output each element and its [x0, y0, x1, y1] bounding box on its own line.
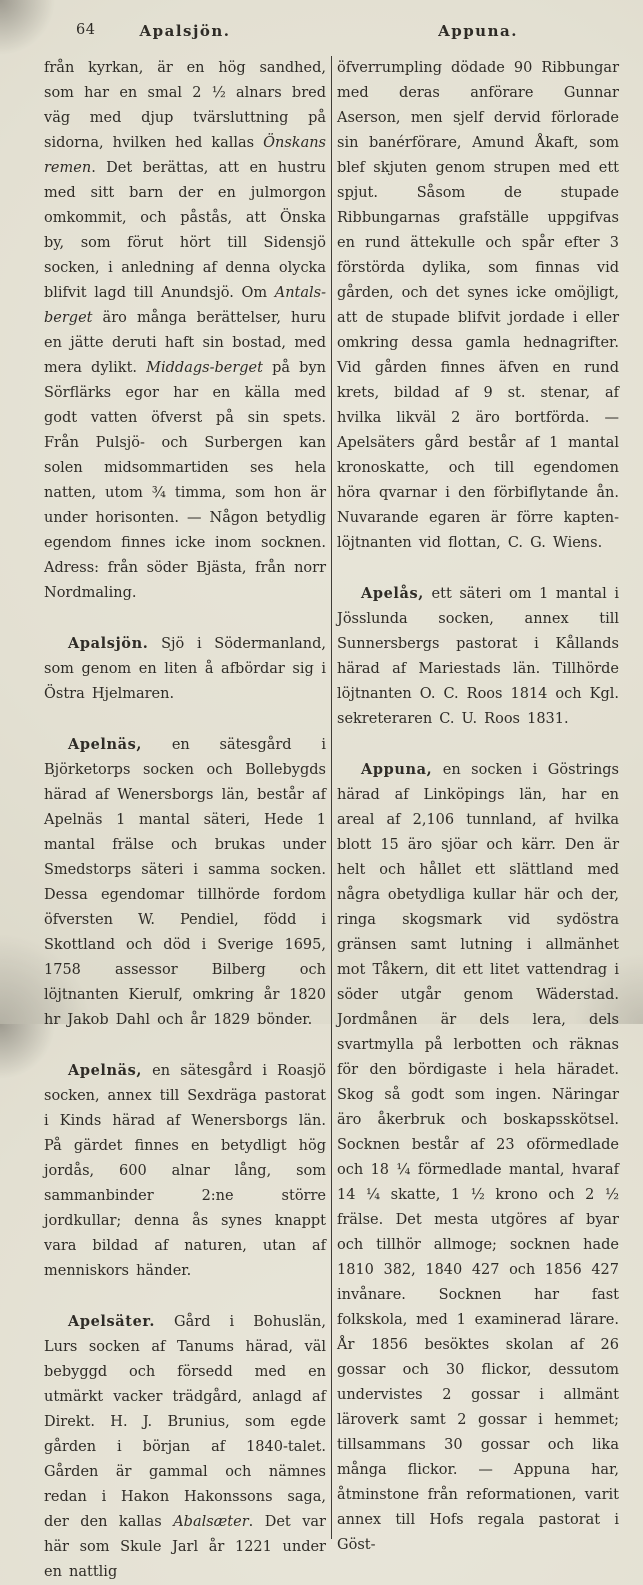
header-right-half	[337, 22, 619, 46]
page-header	[44, 22, 619, 46]
entry-headword: Apelnäs,	[68, 736, 143, 753]
body-text: öfverrumpling dödade 90 Ribbungar med deras anförare Gunnar Aserson, men sjelf dervid förlorade sin banérförare, Amund Åkaft, som blef skjuten genom strupen med ett spjut. Såsom de stupade Ribbungarnas grafställe uppgifvas en rund ättekulle och spår efter 3 förstörda dylika, som finnas vid gården, och det synes icke omöjligt, att de stupade blifvit jordade i eller omkring dessa gamla hednagrifter. Vid gården finnes äfven en rund krets, bildad af 9 st. stenar, af hvilka likväl 2 äro bortförda. — Apelsäters gård består af 1 mantal kronoskatte, och till egendomen höra qvarnar i den förbiflytande ån. Nuvarande egaren är förre kapten-löjtnanten vid flottan, C. G. Wiens.	[337, 60, 619, 551]
body-text: Sjö i Södermanland, som genom en liten å afbördar sig i Östra Hjelmaren.	[44, 636, 326, 702]
entry-headword: Apelsäter.	[68, 1313, 155, 1330]
continuation-paragraph-apelsater	[337, 56, 619, 556]
body-text: ett säteri om 1 mantal i Jösslunda socken, annex till Sunnersbergs pastorat i Kållands härad af Mariestads län. Tillhörde löjtnanten O. C. Roos 1814 och Kgl. sekreteraren C. U. Roos 1831.	[337, 586, 619, 727]
body-text: från kyrkan, är en hög sandhed, som har en smal 2 ½ alnars bred väg med djup tvärsluttning på sidorna, hvilken hed kallas	[44, 60, 326, 151]
right-column	[337, 56, 619, 1585]
entry-apelsater	[44, 1309, 326, 1585]
entry-appuna	[337, 757, 619, 1558]
entry-headword: Apelnäs,	[68, 1062, 143, 1079]
italic-term: Abalsæter	[173, 1514, 249, 1530]
entry-headword: Apelås,	[361, 585, 424, 602]
left-column	[44, 56, 326, 1585]
entry-apelas	[337, 581, 619, 732]
body-text: . Det berättas, att en hustru med sitt barn der en julmorgon omkommit, och påstås, att Önska by, som förut hört till Sidensjö socken, i anledning af denna olycka blifvit lagd till Anundsjö. Om	[44, 160, 326, 301]
italic-term: Middags-berget	[146, 360, 263, 376]
italic-term: Önskans remen	[44, 135, 326, 176]
entry-headword: Appuna,	[361, 761, 433, 778]
entry-apelnas-roasjo	[44, 1058, 326, 1284]
body-text: äro många berättelser, huru en jätte deruti haft sin bostad, med mera dylikt.	[44, 310, 326, 376]
body-text: på byn Sörflärks egor har en källa med godt vatten öfverst på sin spets. Från Pulsjö- och Surbergen kan solen midsommartiden ses hela natten, utom ¾ timma, som hon är under horisonten. — Någon betydlig egendom finnes icke inom socknen. Adress: från söder Bjästa, från norr Nordmaling.	[44, 360, 326, 601]
entry-apalsjon	[44, 631, 326, 707]
entry-headword: Apalsjön.	[68, 635, 149, 652]
page-number: 64	[76, 22, 96, 38]
body-text: . Det var här som Skule Jarl år 1221 under en nattlig	[44, 1514, 326, 1580]
body-text: Gård i Bohuslän, Lurs socken af Tanums härad, väl bebyggd och försedd med en utmärkt vacker trädgård, anlagd af Direkt. H. J. Brunius, som egde gården i början af 1840-talet. Gården är gammal och nämnes redan i Hakon Hakonssons saga, der den kallas	[44, 1314, 326, 1530]
text-columns	[44, 56, 619, 1585]
entry-apelnas-bjorketorp	[44, 732, 326, 1033]
header-left-half	[44, 22, 326, 46]
body-text: en socken i Göstrings härad af Linköpings län, har en areal af 2,106 tunnland, af hvilka blott 15 äro sjöar och kärr. Den är helt och hållet ett slättland med några obetydliga kullar här och der, ringa skogsmark vid sydöstra gränsen samt lutning i allmänhet mot Tåkern, dit ett litet vattendrag i söder utgår genom Wäderstad. Jordmånen är dels lera, dels svartmylla på lerbotten och räknas för den bördigaste i hela häradet. Skog så godt som ingen. Näringar äro åkerbruk och boskapsskötsel. Socknen består af 23 oförmedlade och 18 ¼ förmedlade mantal, hvaraf 14 ¼ skatte, 1 ½ krono och 2 ½ frälse. Det mesta utgöres af byar och tillhör allmoge; socknen hade 1810 382, 1840 427 och 1856 427 invånare. Socknen har fast folkskola, med 1 examinerad lärare. År 1856 besöktes skolan af 26 gossar och 30 flickor, dessutom undervistes 2 gossar i allmänt läroverk samt 2 gossar i hemmet; tillsammans 30 gossar och lika många flickor. — Appuna har, åtminstone från reformationen, varit annex till Hofs regala pastorat i Göst-	[337, 762, 619, 1553]
italic-term: Antals-berget	[44, 285, 326, 326]
running-title-left: Apalsjön.	[139, 22, 231, 40]
body-text: en sätesgård i Björketorps socken och Bollebygds härad af Wenersborgs län, består af Apelnäs 1 mantal säteri, Hede 1 mantal frälse och brukas under Smedstorps säteri i samma socken. Dessa egendomar tillhörde fordom öfversten W. Pendiel, född i Skottland och död i Sverige 1695, 1758 assessor Bilberg och löjtnanten Kierulf, omkring år 1820 hr Jakob Dahl och år 1829 bönder.	[44, 737, 326, 1028]
header-gap	[326, 22, 337, 46]
running-title-right: Appuna.	[438, 22, 518, 40]
body-text: en sätesgård i Roasjö socken, annex till Sexdräga pastorat i Kinds härad af Wenersborgs län. På gärdet finnes en betydligt hög jordås, 600 alnar lång, som sammanbinder 2:ne större jordkullar; denna ås synes knappt vara bildad af naturen, utan af menniskors händer.	[44, 1063, 326, 1279]
continuation-paragraph-onska	[44, 56, 326, 606]
